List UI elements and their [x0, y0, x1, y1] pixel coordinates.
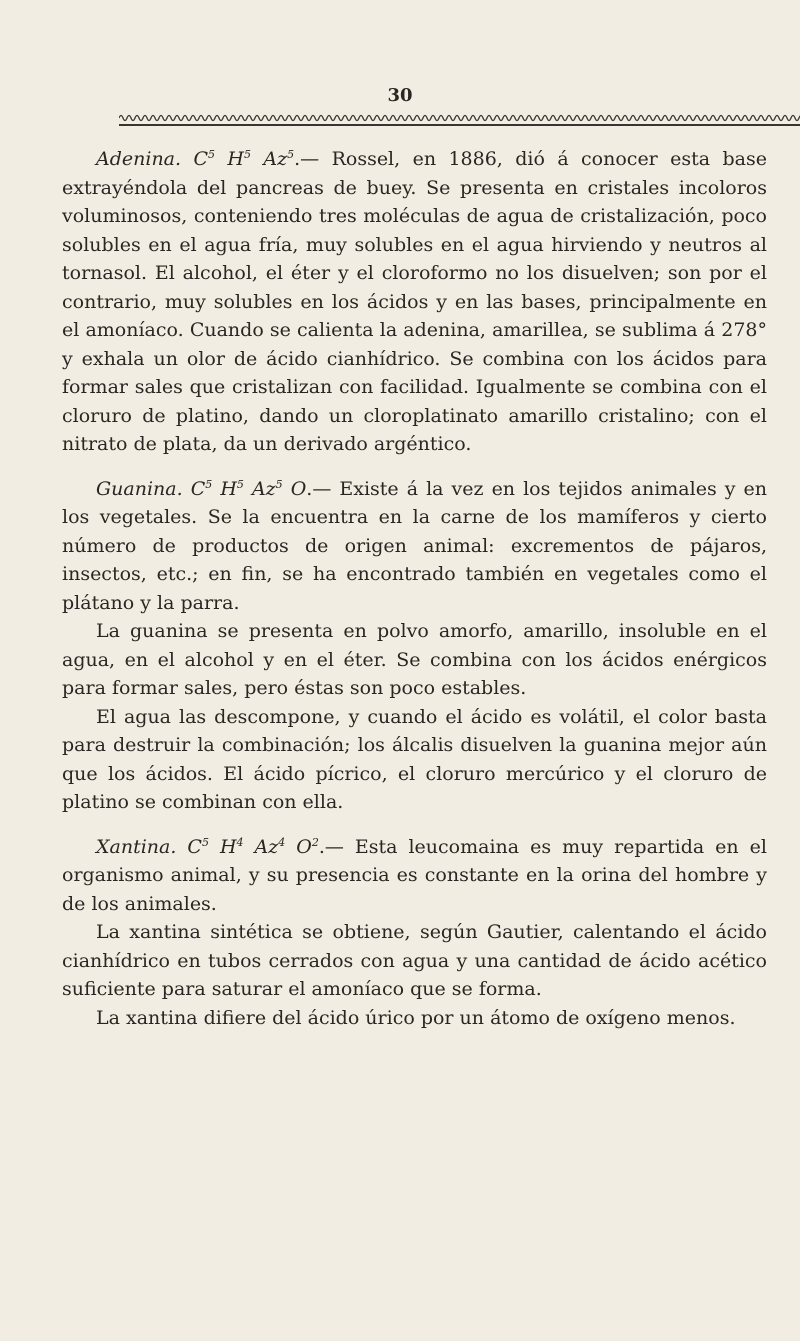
- formula-end: .: [294, 148, 301, 170]
- paragraph-text: — Esta leucomaina es muy repartida en el organismo animal, y su presencia es constante en la orina del hombre y de los animales.: [62, 835, 767, 915]
- paragraph: La guanina se presenta en polvo amorfo, amarillo, insoluble en el agua, en el alcohol y en el éter. Se combina con los ácidos enérgicos para formar sales, pero éstas son poco estables.: [62, 620, 767, 699]
- formula-symbol: H: [219, 835, 237, 858]
- formula-symbol: H: [220, 477, 237, 500]
- formula-subscript: 5: [236, 477, 244, 491]
- term-heading: Xantina.: [96, 835, 177, 858]
- formula-symbol: C: [193, 148, 208, 170]
- formula-symbol: C: [190, 477, 206, 500]
- formula-subscript: 5: [287, 148, 295, 161]
- formula-end: .: [318, 835, 325, 858]
- formula-subscript: 5: [208, 148, 215, 161]
- formula-subscript: 5: [201, 835, 209, 849]
- formula-subscript: 5: [275, 477, 283, 491]
- term-heading: Adenina.: [96, 148, 182, 170]
- section-adenina: [62, 145, 767, 459]
- wavy-ornament-rule: [119, 112, 800, 124]
- formula-end: .: [306, 477, 313, 500]
- paragraph: La xantina difiere del ácido úrico por un átomo de oxígeno menos.: [96, 1006, 736, 1029]
- paragraph: El agua las descompone, y cuando el ácido es volátil, el color basta para destruir la combinación; los álcalis disuelven la guanina mejor aún que los ácidos. El ácido pícrico, el cloruro mercúrico y el cloruro de platino se combinan con ella.: [62, 705, 767, 813]
- formula-symbol: Az: [251, 477, 276, 500]
- body-text: [62, 145, 767, 1032]
- formula-subscript: 4: [278, 835, 286, 849]
- paragraph-text: — Existe á la vez en los tejidos animales y en los vegetales. Se la encuentra en la carne de los mamíferos y cierto número de productos de origen animal: excrementos de pájaros, insectos, etc.; en fin, se ha encontrado también en vegetales como el plátano y la parra.: [62, 477, 767, 614]
- paragraph: La xantina sintética se obtiene, según Gautier, calentando el ácido cianhídrico en tubos cerrados con agua y una cantidad de ácido acético suficiente para saturar el amoníaco que se forma.: [62, 921, 767, 1000]
- chemical-formula: [191, 478, 307, 500]
- page-number: 30: [387, 85, 413, 106]
- formula-symbol: O: [290, 477, 307, 500]
- formula-symbol: C: [187, 835, 202, 858]
- formula-symbol: Az: [263, 148, 288, 170]
- chemical-formula: [193, 148, 294, 170]
- section-guanina: [62, 475, 767, 618]
- formula-symbol: H: [227, 148, 244, 170]
- formula-subscript: 5: [243, 148, 251, 161]
- formula-subscript: 2: [311, 835, 319, 849]
- section-xantina: [62, 833, 767, 919]
- formula-symbol: O: [296, 835, 312, 858]
- formula-subscript: 4: [236, 835, 244, 849]
- paragraph-text: — Rossel, en 1886, dió á conocer esta base extrayéndola del pancreas de buey. Se presenta en cristales incoloros voluminosos, conteniendo tres moléculas de agua de cristalización, poco solubles en el agua fría, muy solubles en el agua hirviendo y neutros al tornasol. El alcohol, el éter y el cloroformo no los disuelven; son por el contrario, muy solubles en los ácidos y en las bases, principalmente en el amoníaco. Cuando se calienta la adenina, amarillea, se sublima á 278° y exhala un olor de ácido cianhídrico. Se combina con los ácidos para formar sales que cristalizan con facilidad. Igualmente se combina con el cloruro de platino, dando un cloroplatinato amarillo cristalino; con el nitrato de plata, da un derivado argéntico.: [62, 148, 768, 455]
- term-heading: Guanina.: [96, 477, 183, 500]
- formula-subscript: 5: [205, 477, 213, 491]
- formula-symbol: Az: [254, 835, 279, 858]
- header-rule: [119, 124, 800, 126]
- chemical-formula: [187, 836, 318, 858]
